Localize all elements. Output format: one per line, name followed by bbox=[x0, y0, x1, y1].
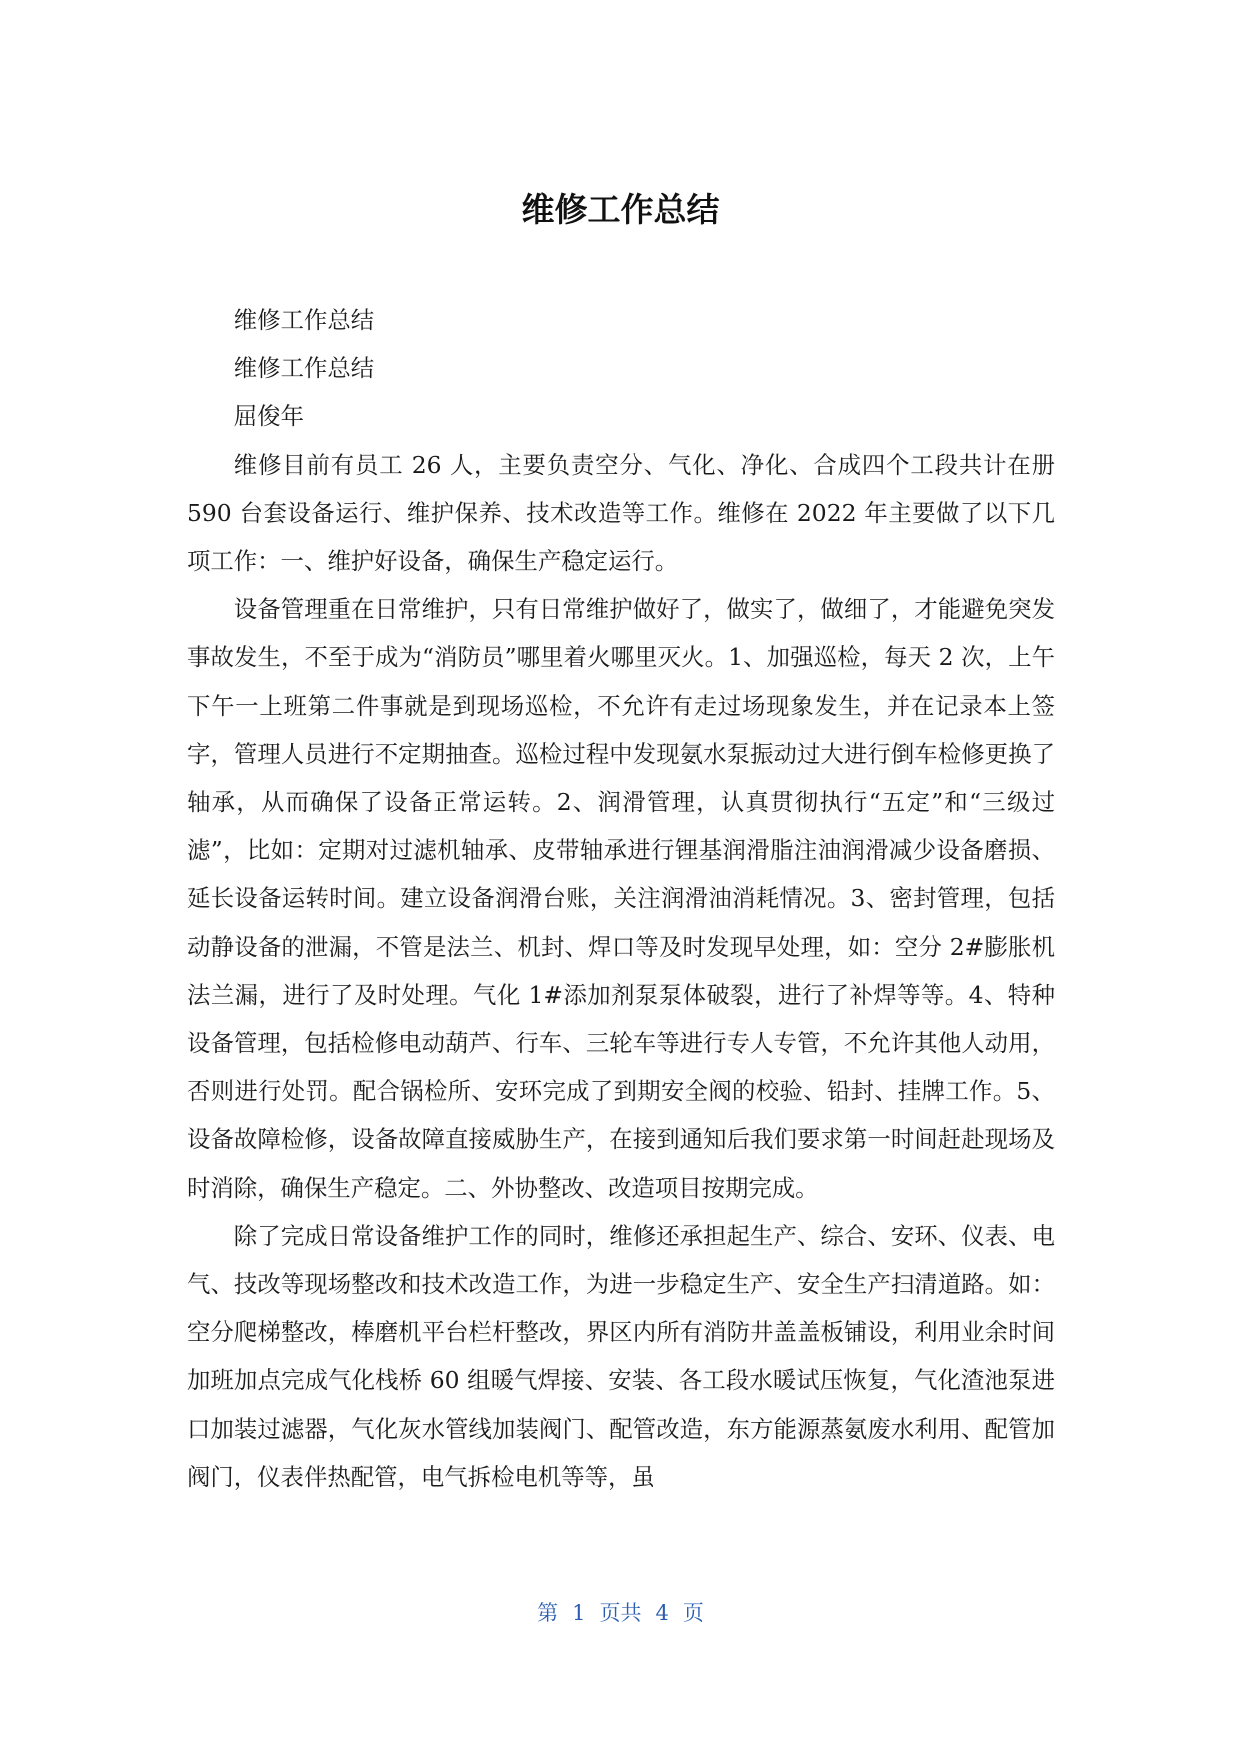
page-footer bbox=[0, 1598, 1241, 1628]
footer-word-page: 第 bbox=[537, 1601, 559, 1625]
paragraph: 除了完成日常设备维护工作的同时，维修还承担起生产、综合、安环、仪表、电气、技改等现场整改和技术改造工作，为进一步稳定生产、安全生产扫清道路。如：空分爬梯整改，棒磨机平台栏杆整改，界区内所有消防井盖盖板铺设，利用业余时间加班加点完成气化栈桥 60 组暖气焊接、安装、各工段水暖试压恢复，气化渣池泵进口加装过滤器，气化灰水管线加装阀门、配管改造，东方能源蒸氨废水利用、配管加阀门，仪表伴热配管，电气拆检电机等等，虽 bbox=[187, 1221, 1055, 1491]
footer-word-page-end: 页 bbox=[682, 1601, 704, 1625]
document-title: 维修工作总结 bbox=[521, 190, 720, 229]
footer-total-pages: 4 bbox=[655, 1601, 669, 1625]
author-line: 屈俊年 bbox=[233, 402, 304, 431]
paragraph: 设备管理重在日常维护，只有日常维护做好了，做实了，做细了，才能避免突发事故发生，不至于成为“消防员”哪里着火哪里灭火。1、加强巡检，每天 2 次，上午下午一上班第二件事就是到现场巡检，不允许有走过场现象发生，并在记录本上签字，管理人员进行不定期抽查。巡检过程中发现氨水泵振动过大进行倒车检修更换了轴承，从而确保了设备正常运转。2、润滑管理，认真贯彻执行“五定”和“三级过滤”，比如：定期对过滤机轴承、皮带轴承进行锂基润滑脂注油润滑减少设备磨损、延长设备运转时间。建立设备润滑台账，关注润滑油消耗情况。3、密封管理，包括动静设备的泄漏，不管是法兰、机封、焊口等及时发现早处理，如：空分 2#膨胀机法兰漏，进行了及时处理。气化 1#添加剂泵泵体破裂，进行了补焊等等。4、特种设备管理，包括检修电动葫芦、行车、三轮车等进行专人专管，不允许其他人动用，否则进行处罚。配合锅检所、安环完成了到期安全阀的校验、铅封、挂牌工作。5、设备故障检修，设备故障直接威胁生产，在接到通知后我们要求第一时间赶赴现场及时消除，确保生产稳定。二、外协整改、改造项目按期完成。 bbox=[187, 595, 1055, 1202]
paragraph: 维修工作总结 bbox=[233, 306, 375, 334]
footer-current-page: 1 bbox=[572, 1601, 586, 1625]
paragraph: 维修目前有员工 26 人，主要负责空分、气化、净化、合成四个工段共计在册 590 台套设备运行、维护保养、技术改造等工作。维修在 2022 年主要做了以下几项工作：一、维护好设备，确保生产稳定运行。 bbox=[187, 450, 1055, 576]
footer-word-page-total: 页共 bbox=[599, 1601, 642, 1625]
document-body bbox=[187, 296, 1055, 1501]
paragraph: 维修工作总结 bbox=[233, 354, 375, 383]
